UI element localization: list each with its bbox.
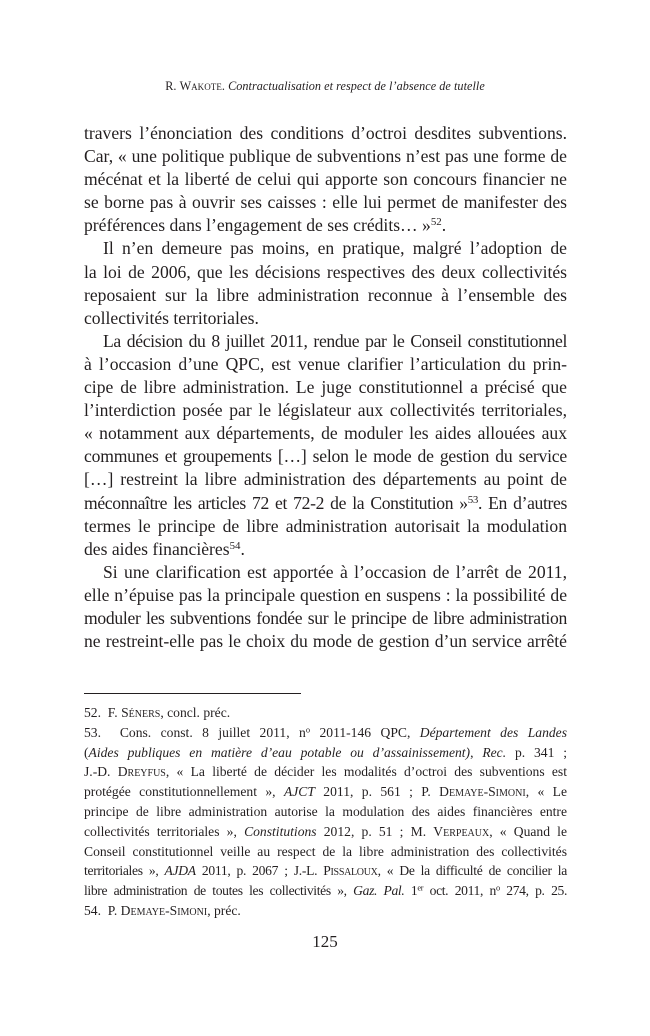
footnote-53-line: territoriales », AJDA 2011, p. 2067 ; J.-L. Pissaloux, « De la difficulté de concilier la [84,863,568,879]
text-line: se borne pas à ouvrir ses caisses : elle lui permet de manifester des [84,192,567,213]
text-line: […] restreint la libre administration des départements au point de [84,469,567,490]
text-line: la loi de 2006, que les décisions respectives des deux collectivités [84,261,567,282]
body-text [84,122,567,653]
running-head [0,79,650,94]
text-line: l’interdiction posée par le législateur aux collectivités territoriales, [84,400,567,421]
footnote-ref-54[interactable]: 54 [229,539,241,552]
footnote-53-line: principe de libre administration autorise la modulation des aides financières entre [84,803,567,819]
separator: . [221,79,229,93]
text-line: ne restreint-elle pas le choix du mode de gestion d’un service arrêté [84,631,567,652]
paragraph-2 [84,237,567,329]
footnote-52: 52. F. Séners, concl. préc. [84,705,231,720]
text-line: reposaient sur la libre administration reconnue à l’ensemble des [84,284,567,305]
page-number: 125 [312,932,338,951]
text-line: La décision du 8 juillet 2011, rendue par le Conseil constitutionnel [103,330,567,351]
text-line: communes et groupements […] selon le mode de gestion du service [84,446,567,467]
text-line: mécénat et la liberté de celui qui apporte son concours financier ne [84,169,567,190]
article-title: Contractualisation et respect de l’absence de tutelle [228,79,485,93]
footnote-53-line: J.-D. Dreyfus, « La liberté de décider les modalités d’octroi des subventions est [84,764,567,780]
text-line: Car, « une politique publique de subventions n’est pas une forme de [84,146,567,167]
footnotes [84,703,567,921]
footnote-53-line: (Aides publiques en matière d’eau potable ou d’assainissement), Rec. p. 341 ; [84,744,568,760]
footnote-53: 53. Cons. const. 8 juillet 2011, $n^o$ 2011-146 QPC, Département des Landes [84,724,567,740]
paragraph-1 [84,122,567,237]
text-line: à l’occasion d’une QPC, est venue clarifier l’articulation du prin- [84,353,567,374]
text-line: elle n’épuise pas la principale question en suspens : la possibilité de [84,584,567,605]
footnote-53-line: protégée constitutionnellement », AJCT 2011, p. 561 ; P. Demaye-Simoni, « Le [84,784,567,800]
paragraph-3 [84,330,567,561]
paragraph-4 [84,561,567,653]
text-line: préférences dans l’engagement de ses crédits… »$^{52}$. [84,215,447,236]
footnote-ref-53[interactable]: 53 [467,493,478,506]
text-line: méconnaître les articles 72 et 72-2 de la Constitution »$^{53}$. En d’autres [84,492,568,513]
footnote-53-line: collectivités territoriales », Constitutions 2012, p. 51 ; M. Verpeaux, « Quand le [84,823,567,839]
footnote-53-line: libre administration de toutes les collectivités », Gaz. Pal. 1er oct. 2011, $n^o$ 274, p. 25. [84,882,568,899]
author-surname: Wakote [179,79,222,93]
text-line: termes le principe de libre administration autorisait la modulation [84,515,567,536]
text-line: Il n’en demeure pas moins, en pratique, malgré l’adoption de [103,238,567,259]
text-line: Si une clarification est apportée à l’occasion de l’arrêt de 2011, [103,561,567,582]
text-line: collectivités territoriales. [84,307,259,328]
footnote-ref-52[interactable]: 52 [430,216,442,229]
text-line: cipe de libre administration. Le juge constitutionnel a précisé que [84,377,567,398]
footnote-54: 54. P. Demaye-Simoni, préc. [84,902,241,918]
text-line: moduler les subventions fondée sur le principe de libre administration [84,607,567,628]
author-initial: R. [165,79,180,93]
text-line: travers l’énonciation des conditions d’octroi desdites subventions. [84,123,567,143]
text-line: « notamment aux départements, de moduler les aides allouées aux [84,423,567,444]
footnote-53-line: Conseil constitutionnel veille au respect de la libre administration des collectivités [84,843,567,859]
text-line: des aides financières$^{54}$. [84,538,245,559]
footnote-separator [84,693,301,694]
